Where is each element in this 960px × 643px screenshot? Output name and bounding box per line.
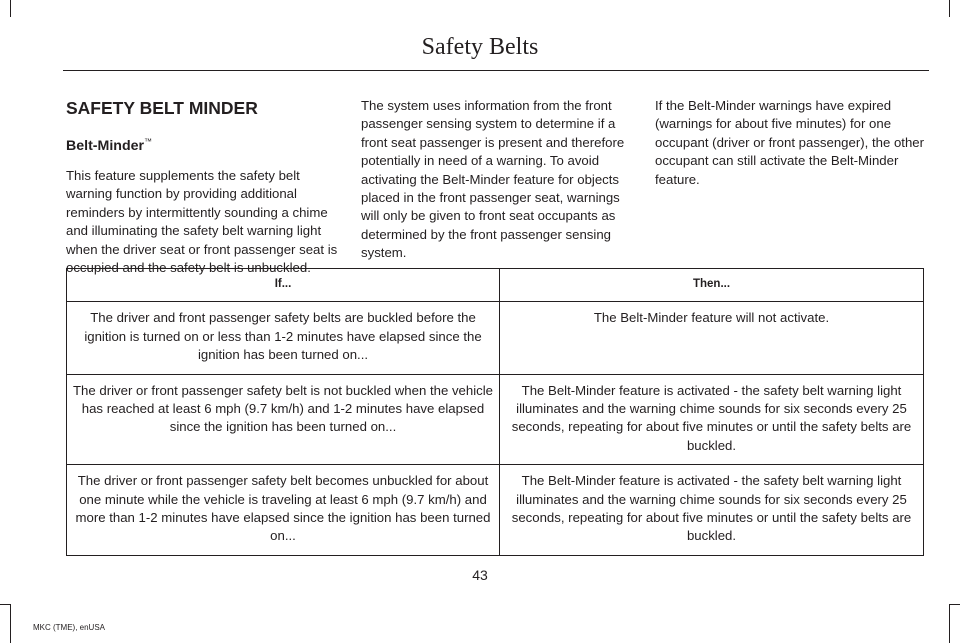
crop-mark-bottom-right-horizontal <box>949 604 960 605</box>
trademark-mark: ™ <box>144 137 153 146</box>
crop-mark-bottom-right-vertical <box>949 604 950 643</box>
page-number: 43 <box>472 567 488 583</box>
crop-mark-top-left <box>10 0 11 17</box>
table-row <box>67 374 924 465</box>
subsection-title <box>66 133 338 155</box>
footer-doc-code: MKC (TME), enUSA <box>33 623 106 632</box>
table-header-then: Then... <box>500 269 924 302</box>
table-row <box>67 465 924 556</box>
column-left <box>66 97 338 277</box>
belt-minder-table <box>66 268 924 556</box>
crop-mark-bottom-left-vertical <box>10 604 11 643</box>
paragraph-intro: This feature supplements the safety belt warning function by providing additional reminders by intermittently sounding a chime and illuminating the safety belt warning light when the driver seat or front passenger seat is occupied and the safety belt is unbuckled. <box>66 168 338 276</box>
paragraph-sensing-system: The system uses information from the front passenger sensing system to determine if a front seat passenger is present and therefore potentially in need of a warning. To avoid activating the Belt-Minder feature for objects placed in the front passenger seat, warnings will only be given to front seat occupants as determined by the front passenger sensing system. <box>361 98 625 261</box>
table-cell-then: The Belt-Minder feature is activated - the safety belt warning light illuminates and the warning chime sounds for six seconds every 25 seconds, repeating for about five minutes or until the safety belts are buckled. <box>500 465 924 556</box>
column-right <box>655 97 927 189</box>
table-cell-if: The driver or front passenger safety belt becomes unbuckled for about one minute while the vehicle is traveling at least 6 mph (9.7 km/h) and more than 1-2 minutes have elapsed since the ignition has been turned on... <box>67 465 500 556</box>
header-divider <box>63 70 929 71</box>
subsection-title-text: Belt-Minder <box>66 138 145 154</box>
crop-mark-top-right <box>949 0 950 17</box>
table-row <box>67 302 924 374</box>
paragraph-expired-warnings: If the Belt-Minder warnings have expired (warnings for about five minutes) for one occupant (driver or front passenger), the other occupant can still activate the Belt-Minder feature. <box>655 98 925 187</box>
table-cell-if: The driver and front passenger safety belts are buckled before the ignition is turned on or less than 1-2 minutes have elapsed since the ignition has been turned on... <box>67 302 500 374</box>
table-cell-then: The Belt-Minder feature will not activate. <box>500 302 924 374</box>
page-header-title: Safety Belts <box>421 34 539 60</box>
section-title: SAFETY BELT MINDER <box>66 98 258 118</box>
table-cell-if: The driver or front passenger safety belt is not buckled when the vehicle has reached at least 6 mph (9.7 km/h) and 1-2 minutes have elapsed since the ignition has been turned on... <box>67 374 500 465</box>
table-header-row <box>67 269 924 302</box>
table-header-if: If... <box>67 269 500 302</box>
table-cell-then: The Belt-Minder feature is activated - the safety belt warning light illuminates and the warning chime sounds for six seconds every 25 seconds, repeating for about five minutes or until the safety belts are buckled. <box>500 374 924 465</box>
column-middle <box>361 97 633 263</box>
crop-mark-bottom-left-horizontal <box>0 604 11 605</box>
